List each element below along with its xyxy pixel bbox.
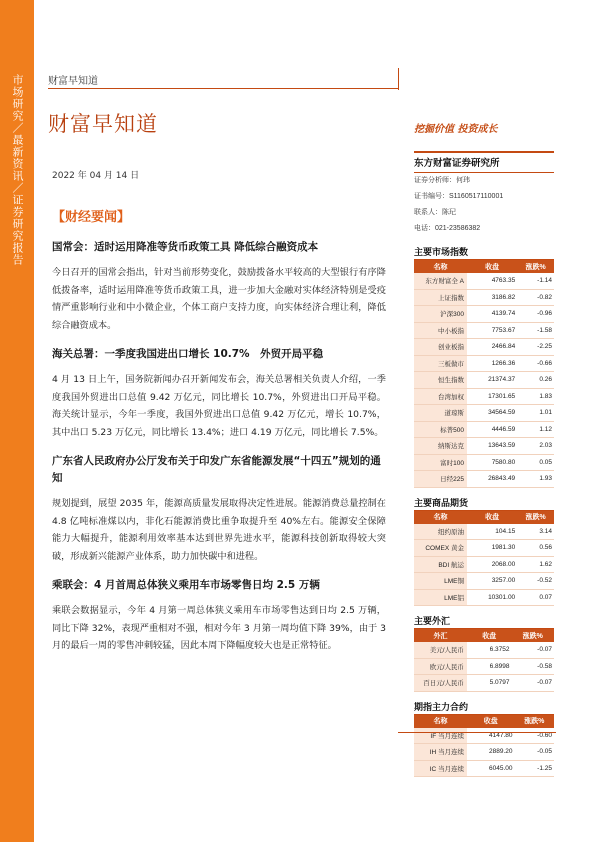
- table-row: [414, 642, 554, 658]
- row-name: IC 当月连续: [414, 760, 467, 777]
- table-row: [414, 744, 554, 761]
- row-name: 百日元/人民币: [414, 675, 467, 692]
- close-value: 2889.20: [467, 744, 515, 761]
- column-header: 涨跌%: [511, 629, 554, 642]
- article-body: 乘联会数据显示，今年 4 月第一周总体狭义乘用车市场零售达到日均 2.5 万辆，同比下降 32%，表现严重相对不强，相对今年 3 月第一周均值下降 39%，由于 3 月的最后一周的零售冲刺较猛，因此本周下降幅度较大也是正常特征。: [52, 605, 386, 651]
- change-percent: -0.07: [511, 642, 554, 658]
- row-name: 中小板指: [414, 322, 467, 339]
- contact: 联系人：陈玘: [414, 209, 456, 216]
- market-index-table: [414, 260, 554, 488]
- table-row: [414, 421, 554, 438]
- row-name: 富时100: [414, 454, 467, 471]
- row-name: BDI 航运: [414, 556, 467, 573]
- close-value: 1266.36: [467, 355, 517, 372]
- change-percent: 1.12: [517, 421, 554, 438]
- column-header: 涨跌%: [515, 715, 554, 728]
- close-value: 6.8998: [467, 658, 511, 675]
- change-percent: -1.14: [517, 273, 554, 289]
- row-name: 上证指数: [414, 289, 467, 306]
- close-value: 10301.00: [467, 589, 517, 606]
- change-percent: 0.05: [517, 454, 554, 471]
- change-percent: 1.01: [517, 405, 554, 422]
- table-row: [414, 589, 554, 606]
- row-name: IH 当月连续: [414, 744, 467, 761]
- table-row: [414, 322, 554, 339]
- futures-title: 期指主力合约: [414, 700, 554, 715]
- table-row: [414, 524, 554, 540]
- change-percent: -0.66: [517, 355, 554, 372]
- column-header: 名称: [414, 260, 467, 273]
- article-body: 今日召开的国常会指出，针对当前形势变化，鼓励拨备水平较高的大型银行有序降低拨备率，适时运用降准等货币政策工具，进一步加大金融对实体经济特别是受疫情严重影响行业和中小微企业，个体工商户支持力度，向实体经济合理让利，降低综合融资成本。: [52, 267, 386, 331]
- change-percent: -0.96: [517, 306, 554, 323]
- row-name: 三板做市: [414, 355, 467, 372]
- row-name: 恒生指数: [414, 372, 467, 389]
- change-percent: -1.58: [517, 322, 554, 339]
- row-name: 道琼斯: [414, 405, 467, 422]
- change-percent: -2.25: [517, 339, 554, 356]
- slogan: 挖掘价值 投资成长: [414, 124, 498, 135]
- change-percent: -0.58: [511, 658, 554, 675]
- change-percent: -0.60: [515, 728, 554, 744]
- change-percent: 0.56: [517, 540, 554, 557]
- close-value: 4147.80: [467, 728, 515, 744]
- change-percent: 0.07: [517, 589, 554, 606]
- phone: 电话：021-23586382: [414, 225, 481, 232]
- close-value: 104.15: [467, 524, 517, 540]
- table-row: [414, 405, 554, 422]
- table-row: [414, 355, 554, 372]
- close-value: 1981.30: [467, 540, 517, 557]
- row-name: 创业板指: [414, 339, 467, 356]
- change-percent: 1.83: [517, 388, 554, 405]
- table-row: [414, 454, 554, 471]
- close-value: 13643.59: [467, 438, 517, 455]
- commodities-table: [414, 511, 554, 607]
- row-name: 沪深300: [414, 306, 467, 323]
- row-name: 美元/人民币: [414, 642, 467, 658]
- report-date: 2022 年 04 月 14 日: [52, 171, 140, 181]
- table-row: [414, 556, 554, 573]
- column-header: 收盘: [467, 629, 511, 642]
- change-percent: 1.93: [517, 471, 554, 488]
- change-percent: -0.52: [517, 573, 554, 590]
- table-row: [414, 289, 554, 306]
- institute-name: 东方财富证券研究所: [414, 151, 554, 173]
- fx-table: [414, 629, 554, 692]
- analyst: 证券分析师：何玮: [414, 177, 470, 184]
- table-row: [414, 339, 554, 356]
- close-value: 6.3752: [467, 642, 511, 658]
- row-name: LME铜: [414, 573, 467, 590]
- sidebar-text: 市场研究／最新资讯／证券研究报告: [11, 74, 24, 266]
- close-value: 7580.80: [467, 454, 517, 471]
- change-percent: -0.82: [517, 289, 554, 306]
- change-percent: 2.03: [517, 438, 554, 455]
- row-name: 日经225: [414, 471, 467, 488]
- market-index-title: 主要市场指数: [414, 245, 554, 260]
- table-row: [414, 388, 554, 405]
- article-title: 海关总署：一季度我国进出口增长 10.7% 外贸开局平稳: [52, 348, 324, 360]
- change-percent: -1.25: [515, 760, 554, 777]
- close-value: 3257.00: [467, 573, 517, 590]
- column-header: 收盘: [467, 715, 515, 728]
- close-value: 7753.67: [467, 322, 517, 339]
- row-name: 标普500: [414, 421, 467, 438]
- table-header-row: [414, 629, 554, 642]
- row-name: 台湾加权: [414, 388, 467, 405]
- row-name: 欧元/人民币: [414, 658, 467, 675]
- close-value: 5.0797: [467, 675, 511, 692]
- table-header-row: [414, 511, 554, 524]
- fx-title: 主要外汇: [414, 614, 554, 629]
- table-row: [414, 675, 554, 692]
- table-row: [414, 760, 554, 777]
- change-percent: 1.62: [517, 556, 554, 573]
- change-percent: -0.05: [515, 744, 554, 761]
- article-title: 广东省人民政府办公厅发布关于印发广东省能源发展“十四五”规划的通知: [52, 455, 381, 484]
- table-row: [414, 372, 554, 389]
- row-name: 纽约原油: [414, 524, 467, 540]
- column-header: 收盘: [467, 511, 517, 524]
- change-percent: 3.14: [517, 524, 554, 540]
- table-row: [414, 540, 554, 557]
- section-tag: 【财经要闻】: [52, 210, 131, 225]
- vertical-divider: [398, 68, 399, 90]
- close-value: 4446.59: [467, 421, 517, 438]
- table-row: [414, 658, 554, 675]
- close-value: 4139.74: [467, 306, 517, 323]
- close-value: 3186.82: [467, 289, 517, 306]
- close-value: 34564.59: [467, 405, 517, 422]
- commodities-title: 主要商品期货: [414, 496, 554, 511]
- close-value: 21374.37: [467, 372, 517, 389]
- market-panel: [414, 151, 554, 777]
- table-row: [414, 273, 554, 289]
- column-header: 名称: [414, 715, 467, 728]
- close-value: 2068.00: [467, 556, 517, 573]
- column-header: 外汇: [414, 629, 467, 642]
- table-header-row: [414, 260, 554, 273]
- sidebar: [0, 0, 34, 842]
- row-name: COMEX 黄金: [414, 540, 467, 557]
- row-name: LME铝: [414, 589, 467, 606]
- article-body: 规划提到，展望 2035 年，能源高质量发展取得决定性进展。能源消费总量控制在 4.8 亿吨标准煤以内，非化石能源消费比重争取提升至 40%左右。能源安全保障能力大幅提升，能源利用效率基本达到世界先进水平，能源科技创新取得较大突破，形成新兴能源产业体系，助力加快碳中和进程。: [52, 498, 386, 562]
- article-body: 4 月 13 日上午，国务院新闻办召开新闻发布会，海关总署相关负责人介绍，一季度我国外贸进出口总值 9.42 万亿元，同比增长 10.7%，外贸进出口开局平稳。海关统计显示，今年一季度，我国外贸进出口总值 9.42 万亿元，增长 10.7%，其中出口 5.23 万亿元，同比增长 13.4%；进口 4.19 万亿元，同比增长 7.5%。: [52, 374, 386, 438]
- header-top-label: 财富早知道: [48, 76, 98, 87]
- column-header: 收盘: [467, 260, 517, 273]
- change-percent: 0.26: [517, 372, 554, 389]
- close-value: 26843.49: [467, 471, 517, 488]
- change-percent: -0.07: [511, 675, 554, 692]
- table-row: [414, 438, 554, 455]
- table-row: [414, 573, 554, 590]
- row-name: 纳斯达克: [414, 438, 467, 455]
- close-value: 2466.84: [467, 339, 517, 356]
- futures-table: [414, 715, 554, 778]
- column-header: 名称: [414, 511, 467, 524]
- close-value: 4763.35: [467, 273, 517, 289]
- table-row: [414, 306, 554, 323]
- column-header: 涨跌%: [517, 511, 554, 524]
- close-value: 6045.00: [467, 760, 515, 777]
- news-column: [52, 206, 386, 659]
- article-title: 国常会：适时运用降准等货币政策工具 降低综合融资成本: [52, 241, 319, 253]
- row-name: IF 当月连续: [414, 728, 467, 744]
- panel-bottom-divider: [398, 732, 556, 733]
- table-header-row: [414, 715, 554, 728]
- column-header: 涨跌%: [517, 260, 554, 273]
- article-title: 乘联会：4 月首周总体狭义乘用车市场零售日均 2.5 万辆: [52, 579, 320, 591]
- table-row: [414, 728, 554, 744]
- table-row: [414, 471, 554, 488]
- page-title: 财富早知道: [48, 112, 158, 136]
- row-name: 东方财富全 A: [414, 273, 467, 289]
- header-divider: [48, 88, 398, 89]
- certificate-number: 证书编号：S1160517110001: [414, 193, 504, 200]
- close-value: 17301.65: [467, 388, 517, 405]
